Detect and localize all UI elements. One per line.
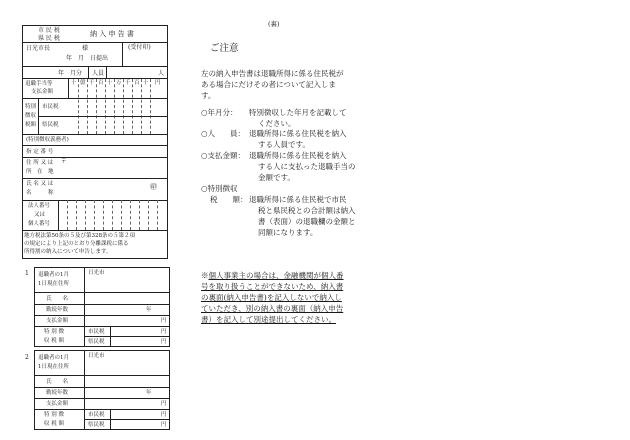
warning-5: 書）を記入して別途提出してください。	[201, 315, 336, 324]
warning-4: ていただき、別の納入書の裏面（納入申告	[201, 304, 344, 313]
city-prefill: 日光市	[88, 353, 105, 359]
legal-text-2: の規定により上記のとおり分離課税に係る	[24, 241, 129, 247]
address-label: 退職者の1月	[38, 355, 69, 361]
warning-1: ※個人事業主の場合は、金融機関が個人番	[201, 271, 344, 280]
note-year-month-2: ください。	[258, 119, 296, 128]
city-tax-label: 市民税	[42, 104, 59, 110]
yen-unit: 円	[161, 318, 167, 324]
obligor-heading: (特別徴収義務者)	[26, 137, 69, 143]
address-label: 退職者の1月	[38, 272, 69, 278]
digit-label: 千	[125, 80, 131, 86]
note-special-2: 税と県民税との合計額は納入	[258, 206, 356, 215]
note-special-1: 退職所得に係る住民税で市民	[249, 195, 347, 204]
note-year-month-label: ○年月分：	[201, 108, 238, 117]
note-persons-label: ○人 員：	[201, 129, 246, 138]
tax-label-1: 特 別 徴	[44, 412, 64, 418]
tax-label-2: 収 税 額	[44, 338, 64, 344]
tax-label-1: 特 別 徴	[44, 329, 64, 335]
form-title: 納 入 申 告 書	[90, 30, 134, 38]
note-payment-label: ○支払金額：	[201, 151, 246, 160]
digit-label: 百	[134, 80, 140, 86]
entry-number: 1	[25, 270, 29, 277]
tax-type-city: 市 民 税	[38, 27, 60, 34]
digit-label: 十	[71, 80, 77, 86]
name-label-2: 名 称	[26, 190, 54, 196]
persons-unit: 人	[158, 70, 165, 77]
page-side-label: (裏)	[268, 20, 280, 28]
receipt-stamp-area: (受付印)	[128, 44, 151, 51]
retirement-allowance-label: 退職手当等	[25, 81, 53, 87]
years-unit: 年	[146, 390, 152, 396]
legal-text-1: 地方税法第50条の５及び第328条の５第２項	[24, 233, 135, 239]
pref-tax-label: 県民税	[42, 122, 59, 128]
note-payment-3: 金額です。	[258, 173, 295, 182]
special-label-2: 徴収	[25, 113, 37, 119]
postal-mark: 〒	[61, 159, 67, 165]
city-tax-label: 市民税	[88, 412, 105, 418]
years-unit: 年	[146, 307, 152, 313]
yen-unit: 円	[161, 339, 167, 345]
corp-number-label-3: 個人番号	[28, 221, 51, 227]
note-payment-2: する人に支払った退職手当の	[258, 162, 356, 171]
digit-label: 千	[89, 80, 95, 86]
corp-number-label-2: 又は	[34, 212, 46, 218]
legal-text-3: 所得割の納入について申告します。	[24, 249, 112, 255]
name-label: 氏 名	[46, 296, 69, 302]
pref-tax-label: 県民税	[88, 339, 105, 345]
note-persons-1: 退職所得に係る住民税を納入	[249, 129, 347, 138]
note-special-3: 書（表面）の退職欄の金額と	[258, 217, 356, 226]
corp-number-label-1: 法人番号	[28, 203, 51, 209]
payment-label: 支払金額	[46, 318, 69, 324]
digit-label: 百	[98, 80, 104, 86]
address-label-2: 所 在 地	[26, 169, 54, 175]
address-label: 1日現在住所	[38, 281, 69, 287]
name-label: 氏 名	[46, 379, 69, 385]
years-label: 勤続年数	[46, 307, 69, 313]
date-submitted: 年 月 日提出	[66, 55, 109, 62]
note-special-4: 同額になります。	[258, 228, 318, 237]
yen-unit: 円	[161, 422, 167, 428]
warning-3: の裏面(納入申告書)を記入しないで納入し	[201, 293, 342, 302]
payment-label: 支払金額	[46, 401, 69, 407]
tax-label-2: 収 税 額	[44, 421, 64, 427]
note-special-label-2: 税 額：	[210, 195, 248, 204]
digit-label: 円	[155, 80, 161, 86]
address-label: 1日現在住所	[38, 364, 69, 370]
note-persons-2: する人員です。	[258, 140, 310, 149]
note-special-label-1: ○特別徴収	[201, 184, 238, 193]
tax-type-pref: 県 民 税	[38, 35, 60, 42]
years-label: 勤続年数	[46, 390, 69, 396]
pref-tax-label: 県民税	[88, 422, 105, 428]
notes-intro-1: 左の納入申告書は退職所得に係る住民税が	[201, 69, 344, 78]
address-label-1: 住 所 又 は	[26, 160, 54, 166]
digit-label: 十	[143, 80, 149, 86]
yen-unit: 円	[161, 401, 167, 407]
year-month-field[interactable]: 年 月分	[58, 70, 83, 77]
special-label-1: 特別	[25, 104, 37, 110]
designation-number-label: 指 定 番 号	[26, 149, 54, 155]
yen-unit: 円	[161, 412, 167, 418]
notes-intro-3: す。	[201, 91, 216, 100]
city-prefill: 日光市	[88, 270, 105, 276]
digit-label: 万	[116, 80, 122, 86]
note-year-month-1: 特別徴収した年月を記載して	[249, 108, 347, 117]
digit-label: 十	[107, 80, 113, 86]
digit-label: 億	[80, 80, 86, 86]
persons-label: 人員	[92, 70, 105, 77]
yen-unit: 円	[161, 329, 167, 335]
addressee: 日光市長	[26, 45, 51, 52]
honorific: 様	[82, 45, 89, 52]
name-label-1: 氏 名 又 は	[26, 181, 54, 187]
seal-mark: ㊞	[150, 183, 157, 191]
entry-number: 2	[25, 354, 29, 361]
note-payment-1: 退職所得に係る住民税を納入	[249, 151, 347, 160]
notes-intro-2: ある場合にだけその者について記入しま	[201, 80, 336, 89]
payment-amount-label: 支払金額	[31, 89, 54, 95]
notes-heading: ご注意	[210, 43, 239, 54]
special-label-3: 税額	[25, 122, 37, 128]
city-tax-label: 市民税	[88, 329, 105, 335]
warning-2: 号を取り扱うことができないため、納入書	[201, 282, 344, 291]
